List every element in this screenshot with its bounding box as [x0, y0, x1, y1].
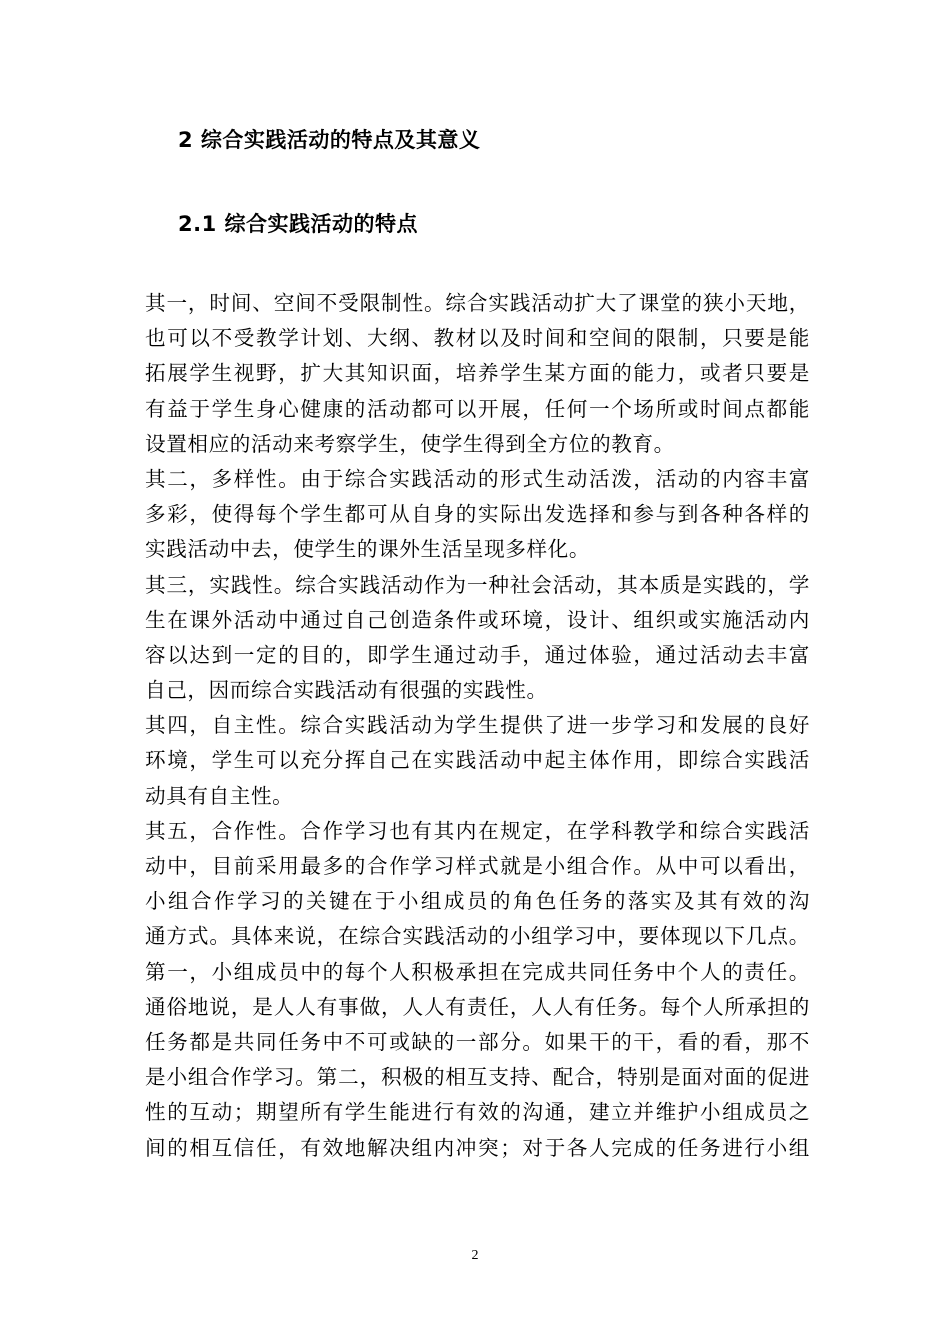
text-line: 第一，小组成员中的每个人积极承担在完成共同任务中个人的责任。: [145, 959, 810, 984]
text-line: 性的互动；期望所有学生能进行有效的沟通，建立并维护小组成员之: [145, 1100, 810, 1125]
text-line: 其三，实践性。综合实践活动作为一种社会活动，其本质是实践的，学: [145, 572, 810, 597]
text-line: 任务都是共同任务中不可或缺的一部分。如果干的干，看的看，那不: [145, 1029, 810, 1054]
text-line: 其一，时间、空间不受限制性。综合实践活动扩大了课堂的狭小天地，: [145, 291, 810, 315]
text-line: 动具有自主性。: [145, 783, 294, 808]
text-line: 通俗地说，是人人有事做，人人有责任，人人有任务。每个人所承担的: [145, 994, 810, 1019]
text-line: 环境，学生可以充分挥自己在实践活动中起主体作用，即综合实践活: [145, 748, 810, 773]
page-number: 2: [471, 1248, 479, 1263]
text-line: 也可以不受教学计划、大纲、教材以及时间和空间的限制，只要是能: [145, 326, 810, 351]
text-line: 有益于学生身心健康的活动都可以开展，任何一个场所或时间点都能: [145, 396, 810, 421]
text-line: 间的相互信任，有效地解决组内冲突；对于各人完成的任务进行小组: [145, 1135, 810, 1160]
subsection-heading: 2.1 综合实践活动的特点: [178, 212, 419, 236]
section-heading: 2 综合实践活动的特点及其意义: [178, 128, 481, 152]
body-text: [145, 286, 810, 1166]
text-line: 其二，多样性。由于综合实践活动的形式生动活泼，活动的内容丰富: [145, 466, 810, 491]
text-line: 设置相应的活动来考察学生，使学生得到全方位的教育。: [145, 431, 675, 456]
text-line: 生在课外活动中通过自己创造条件或环境，设计、组织或实施活动内: [145, 607, 810, 632]
text-line: 通方式。具体来说，在综合实践活动的小组学习中，要体现以下几点。: [145, 924, 810, 949]
text-line: 小组合作学习的关键在于小组成员的角色任务的落实及其有效的沟: [145, 889, 810, 914]
text-line: 是小组合作学习。第二，积极的相互支持、配合，特别是面对面的促进: [145, 1065, 810, 1090]
text-line: 自己，因而综合实践活动有很强的实践性。: [145, 678, 548, 703]
text-line: 容以达到一定的目的，即学生通过动手，通过体验，通过活动去丰富: [145, 642, 810, 667]
text-line: 动中，目前采用最多的合作学习样式就是小组合作。从中可以看出，: [145, 854, 810, 878]
text-line: 拓展学生视野，扩大其知识面，培养学生某方面的能力，或者只要是: [145, 361, 810, 386]
text-line: 其四，自主性。综合实践活动为学生提供了进一步学习和发展的良好: [145, 713, 810, 738]
text-line: 多彩，使得每个学生都可从自身的实际出发选择和参与到各种各样的: [145, 502, 810, 527]
text-line: 实践活动中去，使学生的课外生活呈现多样化。: [145, 537, 591, 562]
text-line: 其五，合作性。合作学习也有其内在规定，在学科教学和综合实践活: [145, 818, 810, 843]
